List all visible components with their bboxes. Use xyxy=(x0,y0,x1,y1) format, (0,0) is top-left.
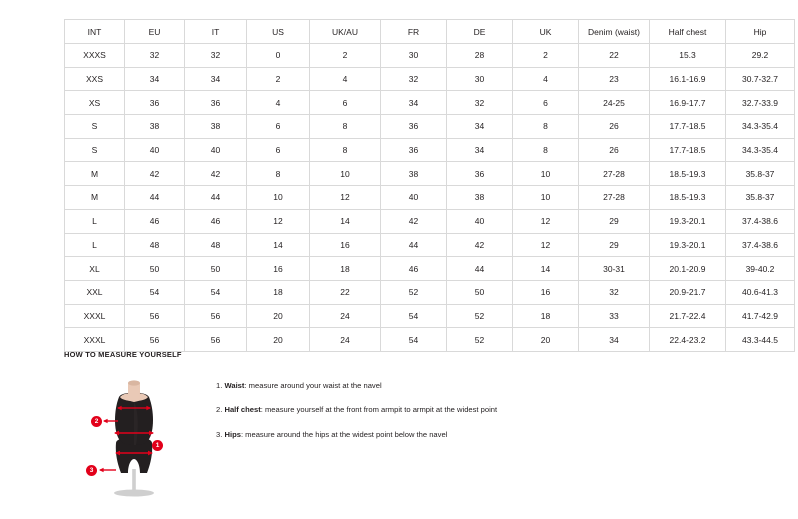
cell-eu: 50 xyxy=(125,257,185,281)
cell-uk: 12 xyxy=(513,209,579,233)
cell-half-chest: 15.3 xyxy=(650,44,726,68)
cell-eu: 38 xyxy=(125,115,185,139)
cell-it: 44 xyxy=(185,186,247,210)
cell-hip: 37.4-38.6 xyxy=(726,233,795,257)
cell-int: XXS xyxy=(65,67,125,91)
cell-half-chest: 16.9-17.7 xyxy=(650,91,726,115)
cell-us: 8 xyxy=(247,162,310,186)
cell-int: L xyxy=(65,209,125,233)
cell-denim-waist: 27-28 xyxy=(579,162,650,186)
cell-uk: 2 xyxy=(513,44,579,68)
table-row xyxy=(65,67,795,91)
cell-half-chest: 16.1-16.9 xyxy=(650,67,726,91)
cell-denim-waist: 27-28 xyxy=(579,186,650,210)
cell-it: 42 xyxy=(185,162,247,186)
measure-note-half-chest xyxy=(216,405,497,415)
cell-us: 18 xyxy=(247,280,310,304)
table-row xyxy=(65,257,795,281)
cell-half-chest: 18.5-19.3 xyxy=(650,186,726,210)
cell-fr: 34 xyxy=(381,91,447,115)
table-row xyxy=(65,328,795,352)
table-body xyxy=(65,44,795,352)
cell-de: 34 xyxy=(447,115,513,139)
cell-uk: 10 xyxy=(513,186,579,210)
cell-fr: 52 xyxy=(381,280,447,304)
cell-de: 36 xyxy=(447,162,513,186)
cell-uk-au: 6 xyxy=(310,91,381,115)
cell-hip: 43.3-44.5 xyxy=(726,328,795,352)
cell-eu: 56 xyxy=(125,328,185,352)
column-header-half-chest: Half chest xyxy=(650,20,726,44)
size-conversion-table xyxy=(64,19,795,352)
cell-us: 14 xyxy=(247,233,310,257)
cell-denim-waist: 22 xyxy=(579,44,650,68)
table-header xyxy=(65,20,795,44)
cell-fr: 40 xyxy=(381,186,447,210)
cell-hip: 29.2 xyxy=(726,44,795,68)
cell-eu: 56 xyxy=(125,304,185,328)
measure-note-waist xyxy=(216,381,497,391)
measure-notes-list xyxy=(216,369,497,454)
cell-us: 12 xyxy=(247,209,310,233)
cell-us: 20 xyxy=(247,304,310,328)
table-row xyxy=(65,233,795,257)
cell-de: 28 xyxy=(447,44,513,68)
cell-int: L xyxy=(65,233,125,257)
measure-note-index: 2. xyxy=(216,405,223,415)
column-header-uk: UK xyxy=(513,20,579,44)
column-header-int: INT xyxy=(65,20,125,44)
table-row xyxy=(65,186,795,210)
cell-it: 38 xyxy=(185,115,247,139)
cell-int: XXXS xyxy=(65,44,125,68)
cell-int: XXL xyxy=(65,280,125,304)
column-header-de: DE xyxy=(447,20,513,44)
column-header-hip: Hip xyxy=(726,20,795,44)
cell-int: XL xyxy=(65,257,125,281)
cell-eu: 48 xyxy=(125,233,185,257)
cell-us: 0 xyxy=(247,44,310,68)
column-header-fr: FR xyxy=(381,20,447,44)
cell-half-chest: 20.9-21.7 xyxy=(650,280,726,304)
table-row xyxy=(65,209,795,233)
cell-fr: 38 xyxy=(381,162,447,186)
cell-int: S xyxy=(65,138,125,162)
cell-uk-au: 12 xyxy=(310,186,381,210)
cell-uk-au: 2 xyxy=(310,44,381,68)
mannequin-illustration-icon xyxy=(64,369,194,499)
cell-uk-au: 22 xyxy=(310,280,381,304)
how-to-measure-section xyxy=(64,350,734,499)
table-row xyxy=(65,44,795,68)
cell-de: 34 xyxy=(447,138,513,162)
cell-uk-au: 8 xyxy=(310,115,381,139)
measure-note-text: : measure around the hips at the widest point below the navel xyxy=(240,429,448,439)
cell-denim-waist: 26 xyxy=(579,115,650,139)
cell-uk: 10 xyxy=(513,162,579,186)
cell-it: 50 xyxy=(185,257,247,281)
cell-hip: 30.7-32.7 xyxy=(726,67,795,91)
cell-fr: 54 xyxy=(381,328,447,352)
cell-us: 16 xyxy=(247,257,310,281)
cell-us: 10 xyxy=(247,186,310,210)
cell-half-chest: 19.3-20.1 xyxy=(650,233,726,257)
column-header-it: IT xyxy=(185,20,247,44)
cell-de: 50 xyxy=(447,280,513,304)
cell-fr: 42 xyxy=(381,209,447,233)
cell-hip: 32.7-33.9 xyxy=(726,91,795,115)
table-row xyxy=(65,280,795,304)
cell-us: 4 xyxy=(247,91,310,115)
cell-it: 34 xyxy=(185,67,247,91)
cell-fr: 54 xyxy=(381,304,447,328)
cell-uk-au: 24 xyxy=(310,304,381,328)
column-header-uk-au: UK/AU xyxy=(310,20,381,44)
table-header-row xyxy=(65,20,795,44)
cell-it: 54 xyxy=(185,280,247,304)
size-table-container xyxy=(64,19,778,352)
measure-note-index: 1. xyxy=(216,381,223,390)
cell-hip: 41.7-42.9 xyxy=(726,304,795,328)
cell-it: 46 xyxy=(185,209,247,233)
measure-note-hips xyxy=(216,430,497,440)
mannequin-figure xyxy=(64,369,194,499)
cell-it: 56 xyxy=(185,328,247,352)
cell-de: 52 xyxy=(447,328,513,352)
cell-int: XS xyxy=(65,91,125,115)
cell-denim-waist: 24-25 xyxy=(579,91,650,115)
cell-fr: 30 xyxy=(381,44,447,68)
cell-eu: 46 xyxy=(125,209,185,233)
cell-eu: 36 xyxy=(125,91,185,115)
cell-uk-au: 16 xyxy=(310,233,381,257)
cell-de: 52 xyxy=(447,304,513,328)
measure-note-text: : measure yourself at the front from armpit to armpit at the widest point xyxy=(260,405,498,415)
table-row xyxy=(65,138,795,162)
cell-uk: 18 xyxy=(513,304,579,328)
cell-it: 40 xyxy=(185,138,247,162)
cell-denim-waist: 34 xyxy=(579,328,650,352)
cell-de: 30 xyxy=(447,67,513,91)
table-row xyxy=(65,162,795,186)
measure-note-text: : measure around your waist at the navel xyxy=(244,381,382,390)
measure-badge-2: 2 xyxy=(91,416,102,427)
cell-de: 38 xyxy=(447,186,513,210)
column-header-us: US xyxy=(247,20,310,44)
cell-denim-waist: 29 xyxy=(579,233,650,257)
column-header-eu: EU xyxy=(125,20,185,44)
cell-hip: 34.3-35.4 xyxy=(726,138,795,162)
cell-int: XXXL xyxy=(65,304,125,328)
cell-uk: 8 xyxy=(513,138,579,162)
cell-eu: 34 xyxy=(125,67,185,91)
cell-half-chest: 21.7-22.4 xyxy=(650,304,726,328)
cell-us: 20 xyxy=(247,328,310,352)
cell-us: 6 xyxy=(247,115,310,139)
cell-it: 32 xyxy=(185,44,247,68)
table-row xyxy=(65,115,795,139)
cell-de: 40 xyxy=(447,209,513,233)
table-row xyxy=(65,91,795,115)
cell-uk-au: 14 xyxy=(310,209,381,233)
cell-uk: 6 xyxy=(513,91,579,115)
cell-de: 42 xyxy=(447,233,513,257)
cell-hip: 34.3-35.4 xyxy=(726,115,795,139)
cell-uk: 12 xyxy=(513,233,579,257)
table-row xyxy=(65,304,795,328)
how-to-measure-title: HOW TO MEASURE YOURSELF xyxy=(64,350,182,359)
cell-eu: 42 xyxy=(125,162,185,186)
cell-fr: 32 xyxy=(381,67,447,91)
cell-half-chest: 18.5-19.3 xyxy=(650,162,726,186)
cell-denim-waist: 32 xyxy=(579,280,650,304)
cell-int: M xyxy=(65,186,125,210)
measure-badge-3: 3 xyxy=(86,465,97,476)
cell-uk-au: 8 xyxy=(310,138,381,162)
cell-uk: 4 xyxy=(513,67,579,91)
cell-eu: 44 xyxy=(125,186,185,210)
cell-hip: 40.6-41.3 xyxy=(726,280,795,304)
how-to-measure-body xyxy=(64,369,734,499)
cell-denim-waist: 30-31 xyxy=(579,257,650,281)
cell-denim-waist: 23 xyxy=(579,67,650,91)
cell-eu: 54 xyxy=(125,280,185,304)
measure-badge-1: 1 xyxy=(152,440,163,451)
cell-half-chest: 17.7-18.5 xyxy=(650,115,726,139)
cell-it: 36 xyxy=(185,91,247,115)
cell-half-chest: 19.3-20.1 xyxy=(650,209,726,233)
cell-it: 56 xyxy=(185,304,247,328)
cell-denim-waist: 26 xyxy=(579,138,650,162)
cell-uk: 8 xyxy=(513,115,579,139)
cell-fr: 36 xyxy=(381,115,447,139)
column-header-denim-waist: Denim (waist) xyxy=(579,20,650,44)
cell-uk-au: 24 xyxy=(310,328,381,352)
cell-half-chest: 17.7-18.5 xyxy=(650,138,726,162)
cell-half-chest: 22.4-23.2 xyxy=(650,328,726,352)
cell-uk-au: 10 xyxy=(310,162,381,186)
cell-fr: 46 xyxy=(381,257,447,281)
measure-note-term: Hips xyxy=(224,429,241,439)
cell-fr: 36 xyxy=(381,138,447,162)
cell-de: 44 xyxy=(447,257,513,281)
cell-hip: 35.8-37 xyxy=(726,186,795,210)
cell-eu: 40 xyxy=(125,138,185,162)
cell-eu: 32 xyxy=(125,44,185,68)
cell-hip: 37.4-38.6 xyxy=(726,209,795,233)
cell-uk: 14 xyxy=(513,257,579,281)
cell-int: M xyxy=(65,162,125,186)
cell-us: 6 xyxy=(247,138,310,162)
cell-uk-au: 18 xyxy=(310,257,381,281)
measure-note-term: Waist xyxy=(224,381,245,390)
cell-uk-au: 4 xyxy=(310,67,381,91)
cell-int: XXXL xyxy=(65,328,125,352)
cell-hip: 39-40.2 xyxy=(726,257,795,281)
cell-hip: 35.8-37 xyxy=(726,162,795,186)
cell-us: 2 xyxy=(247,67,310,91)
measure-note-term: Half chest xyxy=(224,405,261,415)
cell-uk: 20 xyxy=(513,328,579,352)
cell-it: 48 xyxy=(185,233,247,257)
cell-denim-waist: 33 xyxy=(579,304,650,328)
cell-de: 32 xyxy=(447,91,513,115)
measure-note-index: 3. xyxy=(216,429,223,439)
cell-fr: 44 xyxy=(381,233,447,257)
cell-int: S xyxy=(65,115,125,139)
cell-half-chest: 20.1-20.9 xyxy=(650,257,726,281)
cell-uk: 16 xyxy=(513,280,579,304)
cell-denim-waist: 29 xyxy=(579,209,650,233)
